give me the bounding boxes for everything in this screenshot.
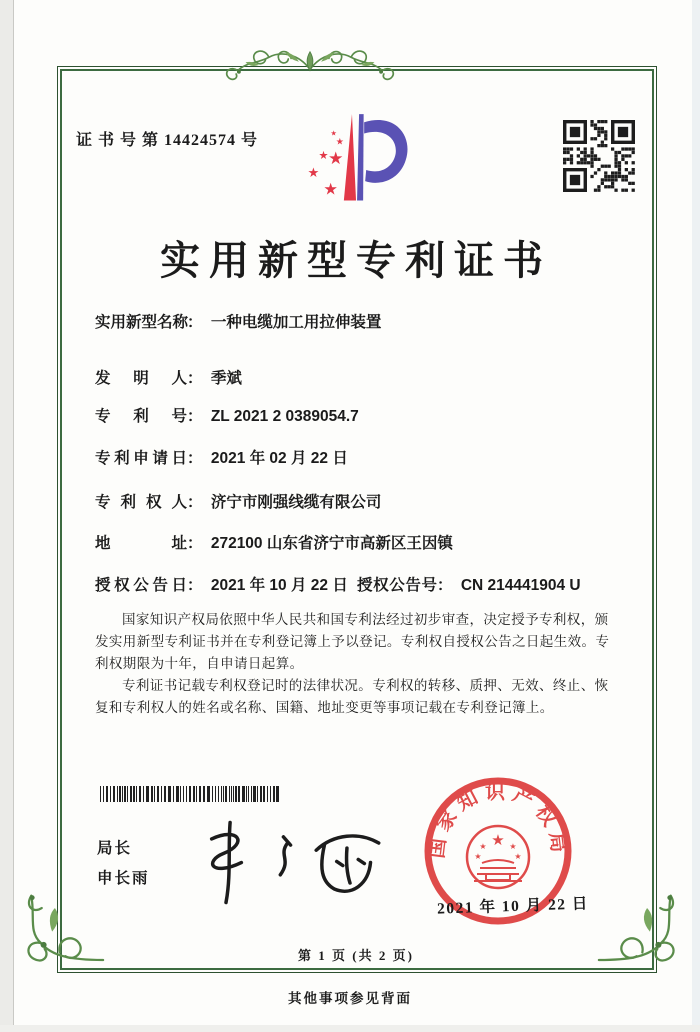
svg-text:★: ★ [474, 852, 482, 861]
cert-number: 证 书 号 第 14424574 号 [76, 132, 259, 149]
logo-p-bowl [364, 120, 407, 183]
field-value: 济宁市刚强线缆有限公司 [210, 494, 382, 511]
svg-text:★: ★ [327, 148, 344, 169]
field-label: 地址 [95, 535, 187, 552]
svg-text:★: ★ [509, 842, 517, 851]
signature [185, 818, 390, 906]
national-emblem [467, 826, 529, 888]
grant-number-value: CN 214441904 U [460, 577, 581, 594]
field-row-filing-date: 专利申请日： 2021 年 02 月 22 日 [95, 446, 635, 468]
field-row-name: 实用新型名称： 一种电缆加工用拉伸装置 [95, 310, 635, 332]
field-label: 专利申请日 [95, 450, 187, 467]
field-label: 实用新型名称 [95, 314, 189, 331]
grant-date: 2021 年 10 月 22 日 [436, 895, 590, 918]
scan-edge-left [0, 0, 14, 1032]
grant-number-pair: 授权公告号： CN 214441904 U [357, 573, 581, 595]
field-value: ZL 2021 2 0389054.7 [210, 408, 359, 425]
field-row-grant: 授权公告日： 2021 年 10 月 22 日 授权公告号： CN 214441904 U [95, 573, 635, 595]
scan-edge-bottom [0, 1025, 700, 1032]
field-row-patent-no: 专利号： ZL 2021 2 0389054.7 [95, 404, 635, 426]
svg-text:★: ★ [491, 831, 505, 849]
qr-code [563, 120, 635, 192]
svg-text:★: ★ [323, 179, 338, 199]
logo-stars [307, 128, 343, 198]
scan-edge-right [692, 0, 700, 1032]
certificate-title: 实用新型专利证书 [160, 238, 552, 283]
field-row-patentee: 专利权人： 济宁市刚强线缆有限公司 [95, 490, 635, 512]
footer-note: 其他事项参见背面 [288, 991, 412, 1006]
svg-text:★: ★ [335, 137, 344, 148]
grant-number-label: 授权公告号 [357, 577, 437, 594]
logo-red-wedge [344, 114, 356, 200]
corner-flourish-bottom-right [597, 892, 682, 977]
field-label: 专利号 [95, 408, 187, 425]
top-garland-ornament [210, 40, 410, 94]
cnipa-logo [288, 112, 420, 226]
director-name: 申长雨 [97, 870, 150, 887]
field-row-address: 地址： 272100 山东省济宁市高新区王因镇 [95, 531, 635, 553]
corner-flourish-bottom-left [20, 892, 105, 977]
legal-text [95, 609, 612, 719]
field-value: 2021 年 02 月 22 日 [210, 450, 348, 467]
field-value: 季斌 [210, 370, 242, 387]
seal-text: 国家知识产权局 [425, 781, 571, 860]
legal-paragraph-1: 国家知识产权局依照中华人民共和国专利法经过初步审查，决定授予专利权，颁发实用新型专利证书并在专利登记簿上予以登记。专利权自授权公告之日起生效。专利权期限为十年，自申请日起算。 [95, 612, 610, 671]
field-label: 授权公告日 [95, 577, 187, 594]
field-value: 272100 山东省济宁市高新区王因镇 [210, 535, 453, 552]
svg-text:★: ★ [479, 842, 487, 851]
field-value: 一种电缆加工用拉伸装置 [210, 314, 382, 331]
field-label: 专利权人 [95, 494, 187, 511]
svg-text:★: ★ [318, 148, 329, 162]
legal-paragraph-2: 专利证书记载专利权登记时的法律状况。专利权的转移、质押、无效、终止、恢复和专利权人的姓名或名称、国籍、地址变更等事项记载在专利登记簿上。 [95, 678, 609, 715]
director-title: 局长 [97, 840, 133, 857]
field-row-inventor: 发明人： 季斌 [95, 366, 635, 388]
page-indicator: 第 1 页 (共 2 页) [298, 948, 414, 963]
svg-text:★: ★ [514, 852, 522, 861]
svg-text:★: ★ [307, 166, 320, 182]
field-value: 2021 年 10 月 22 日 [210, 577, 348, 594]
svg-text:★: ★ [330, 128, 337, 138]
barcode [100, 786, 280, 802]
field-label: 发明人 [95, 370, 187, 387]
